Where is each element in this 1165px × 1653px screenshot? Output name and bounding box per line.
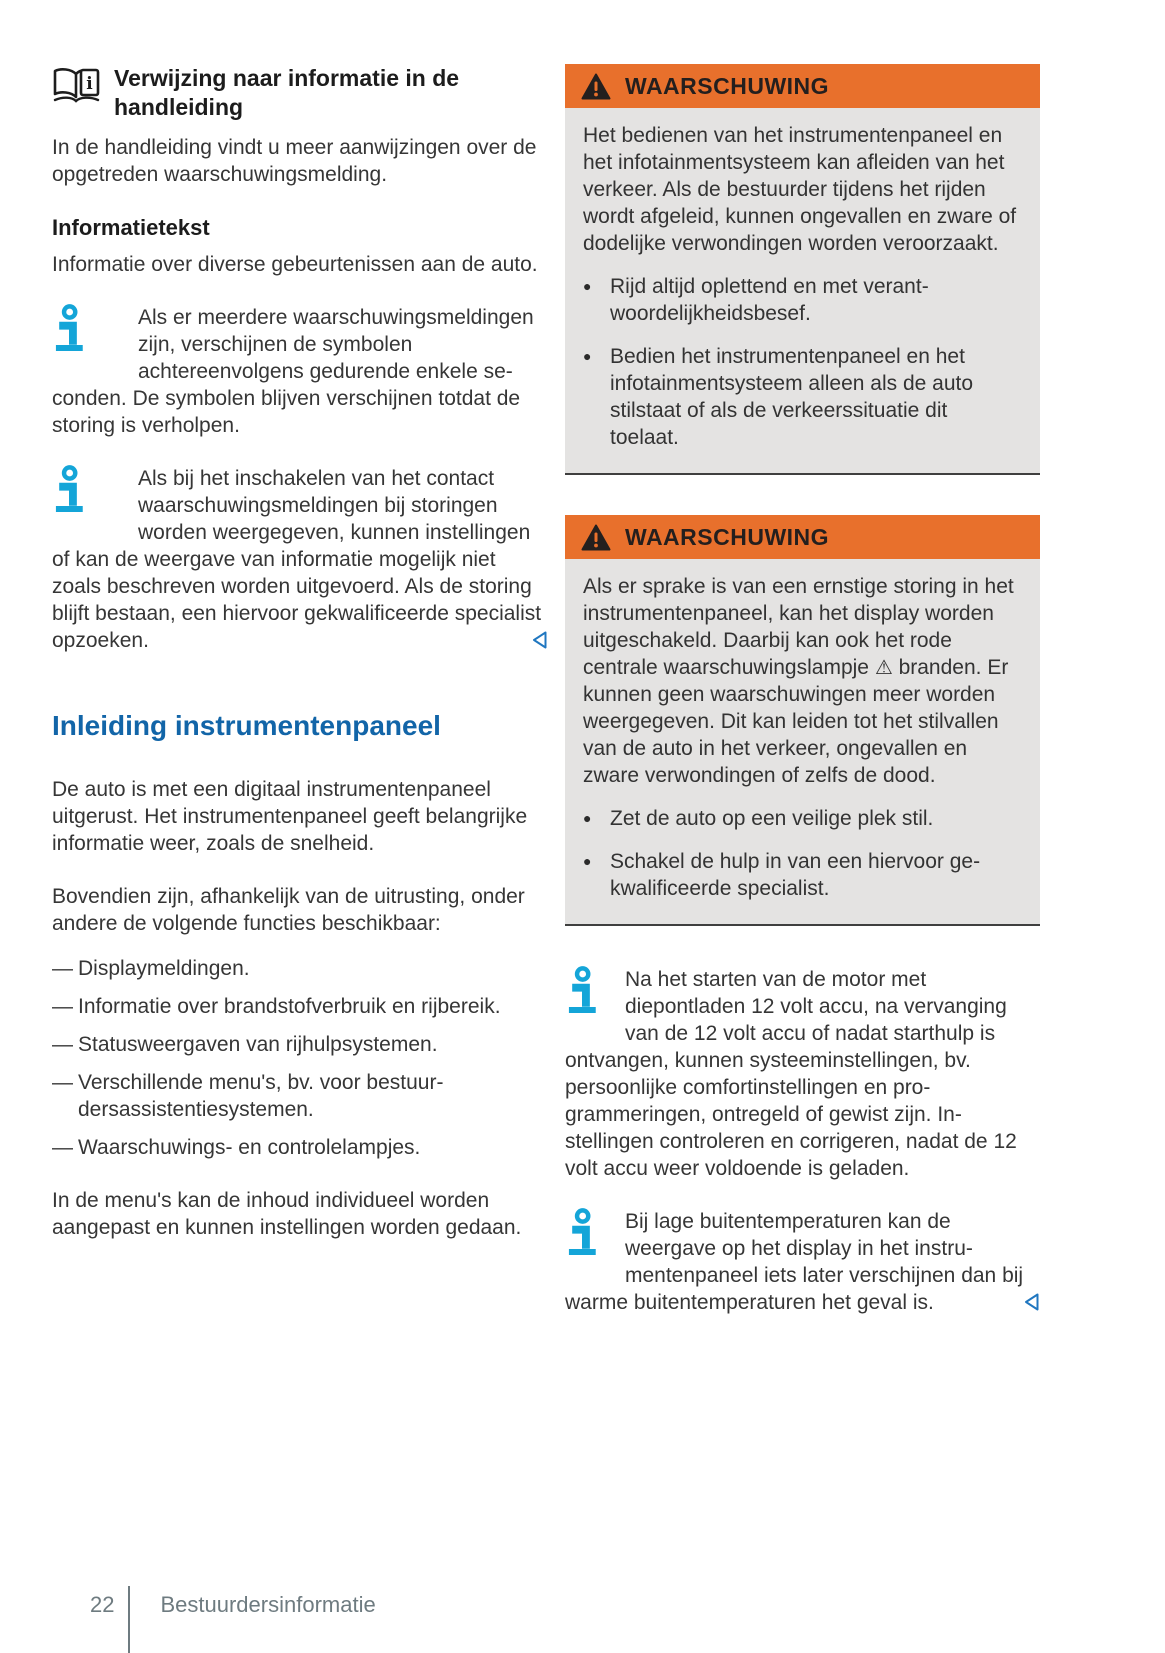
footer-section-title: Bestuurdersinformatie [160,1592,376,1617]
warning-box-display-failure [565,515,1040,926]
info-icon [565,1208,599,1258]
warning-bullet: ● Schakel de hulp in van een hiervoor gekwalificeerde specialist. [583,850,981,900]
infotext-heading: Informatietekst [52,215,210,240]
left-column [52,64,548,1267]
info-icon [52,465,86,515]
note-battery-text: Na het starten van de motor met diepontladen 12 volt accu, na vervanging van de 12 volt accu of nadat starthulp is ontvangen, kunnen systeeminstellingen, bv. persoonlijke comfortinstellingen en programmeringen, ontregeld of gewist zijn. Instellingen controleren en corrigeren, nadat de 12 volt accu weer voldoende is geladen. [565,968,1017,1180]
intro-paragraph-2: Bovendien zijn, afhankelijk van de uitrusting, onder andere de volgende functies beschikbaar: [52,885,525,935]
note-battery [565,966,1040,1182]
svg-text:i: i [86,74,93,94]
note-ignition-warnings [52,465,548,654]
bullet-marker: ● [583,810,592,826]
warning-bullet: ● Zet de auto op een veilige plek stil. [583,807,934,830]
feature-list [52,955,548,1161]
manual-reference-heading-text: Verwijzing naar informatie in de handleiding [114,65,460,120]
info-icon [565,966,599,1016]
note-multiple-warnings [52,304,548,439]
chapter-heading: Inleiding instrumentenpaneel [52,710,441,741]
list-item: — Verschillende menu's, bv. voor bestuurdersassistentiesystemen. [52,1071,444,1121]
note-temperature-text: Bij lage buitentemperaturen kan de weergave op het display in het instrumentenpaneel iets later verschijnen dan bij warme buitentemperaturen het geval is. [565,1210,1024,1314]
warning-header [565,515,1040,559]
warning-label: WAARSCHUWING [625,523,830,550]
manual-book-icon [52,66,102,106]
manual-reference-body: In de handleiding vindt u meer aanwijzingen over de opgetreden waarschuwingsmelding. [52,136,537,186]
info-icon [52,304,86,354]
intro-paragraph-1: De auto is met een digitaal instrumentenpaneel uitgerust. Het instrumentenpaneel geeft belangrijke informatie weer, zoals de snelheid. [52,778,528,855]
warning-header [565,64,1040,108]
warning-triangle-icon [581,73,611,100]
menus-paragraph: In de menu's kan de inhoud individueel worden aangepast en kunnen instellingen worden gedaan. [52,1189,522,1239]
manual-reference-heading [52,64,548,122]
list-item: — Waarschuwings- en controlelampjes. [52,1136,421,1159]
list-item: — Statusweergaven van rijhulpsystemen. [52,1033,438,1056]
warning-lead: Het bedienen van het instrumentenpaneel en het infotainmentsysteem kan afleiden van het verkeer. Als de bestuurder tijdens het rijden wordt afgeleid, kunnen ongevallen en zware of dodelijke verwondingen worden veroorzaakt. [583,124,1017,255]
bullet-marker: ● [583,853,592,869]
warning-body [565,559,1040,926]
dash-marker: — [52,1136,73,1159]
bullet-marker: ● [583,278,592,294]
warning-triangle-inline-icon: ⚠ [874,655,893,679]
footer-divider [128,1586,130,1653]
dash-marker: — [52,1071,73,1094]
dash-marker: — [52,957,73,980]
dash-marker: — [52,995,73,1018]
warning-bullet: ● Rijd altijd oplettend en met verantwoordelijkheidsbesef. [583,275,929,325]
warning-lead: Als er sprake is van een ernstige storing in het instrumentenpaneel, kan het display worden uitgeschakeld. Daarbij kan ook het rode centrale waarschuwingslampje ⚠ branden. Er kunnen geen waarschuwingen meer worden weergegeven. Dit kan leiden tot het stilvallen van de auto in het verkeer, ongevallen en zware verwondingen of zelfs de dood. [583,575,1014,787]
warning-triangle-icon [581,524,611,551]
note-multiple-warnings-text: Als er meerdere waarschuwingsmeldingen zijn, verschijnen de symbolen achtereenvolgens gedurende enkele seconden. De symbolen blijven verschijnen totdat de storing is verholpen. [52,306,534,437]
note-temperature [565,1208,1040,1316]
warning-label: WAARSCHUWING [625,72,830,99]
list-item: — Displaymeldingen. [52,957,250,980]
warning-body [565,108,1040,475]
section-end-icon [1023,1292,1040,1312]
right-column [565,64,1040,1316]
section-end-icon [531,630,548,650]
warning-bullet: ● Bedien het instrumentenpaneel en het infotainmentsysteem alleen als de auto stilstaat of als de verkeerssituatie dit toelaat. [583,345,974,449]
note-ignition-warnings-text: Als bij het inschakelen van het contact waarschuwingsmeldingen bij storingen worden weergegeven, kunnen instellingen of kan de weergave van informatie mogelijk niet zoals beschreven worden uitgevoerd. Als de storing blijft bestaan, een hiervoor gekwalificeerde specialist opzoeken. [52,467,542,652]
infotext-body: Informatie over diverse gebeurtenissen aan de auto. [52,253,538,276]
warning-box-distraction [565,64,1040,475]
dash-marker: — [52,1033,73,1056]
page-number: 22 [90,1592,115,1617]
bullet-marker: ● [583,348,592,364]
page-footer [90,1586,376,1653]
list-item: — Informatie over brandstofverbruik en rijbereik. [52,995,501,1018]
